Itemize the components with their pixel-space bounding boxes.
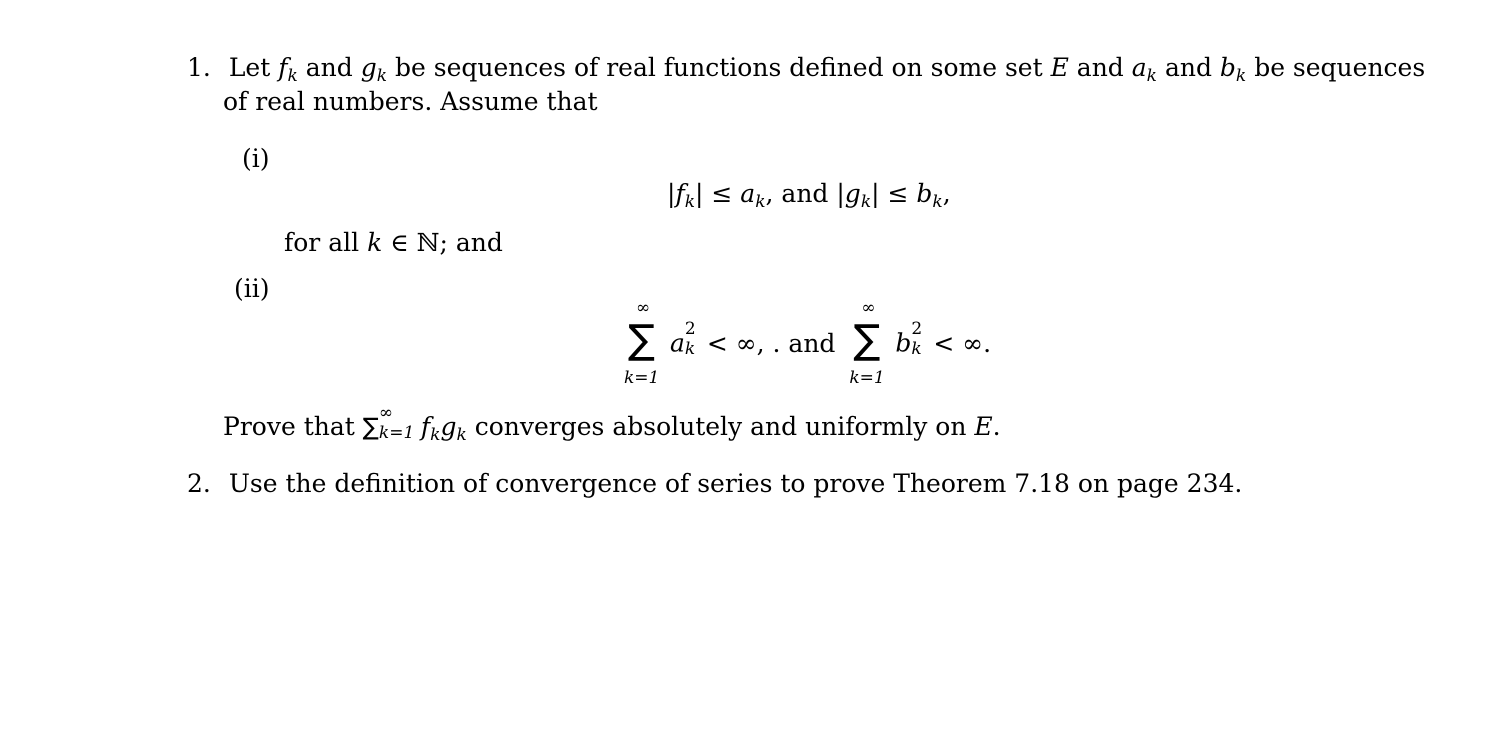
condition-ii-equation: ∑ ∞ k=1 a 2 k < ∞, . and ∑ ∞ k=1 b 2 k < ∞. [624, 298, 992, 388]
condition-ii-label: (ii) [234, 274, 270, 303]
problem-text: Use the definition of convergence of series to prove Theorem 7.18 on page 234. [228, 469, 1243, 498]
problem-number: 1. [187, 53, 211, 82]
problem-text: Let $f_k$ and $g_k$ be sequences of real functions defined on some set E and $a_k$ and $b_k$ be sequences [228, 53, 1426, 86]
sum-1: ∑ ∞ k=1 [624, 298, 660, 388]
condition-i-text: for all k ∈ ℕ; and [284, 228, 503, 257]
problem-1-line-2: of real numbers. Assume that [223, 87, 598, 116]
problem-number: 2. [187, 469, 211, 498]
prove-statement: Prove that ∑ ∞ k=1 $f_kg_k$ converges absolutely and uniformly on E. [223, 402, 1001, 445]
problem-2 [187, 471, 1242, 496]
condition-i-label: (i) [242, 144, 270, 173]
sum-2: ∑ ∞ k=1 [849, 298, 885, 388]
condition-i-equation: $|f_k| \le a_k$, and $|g_k| \le b_k$, [667, 179, 951, 212]
problem-1 [187, 53, 1426, 86]
